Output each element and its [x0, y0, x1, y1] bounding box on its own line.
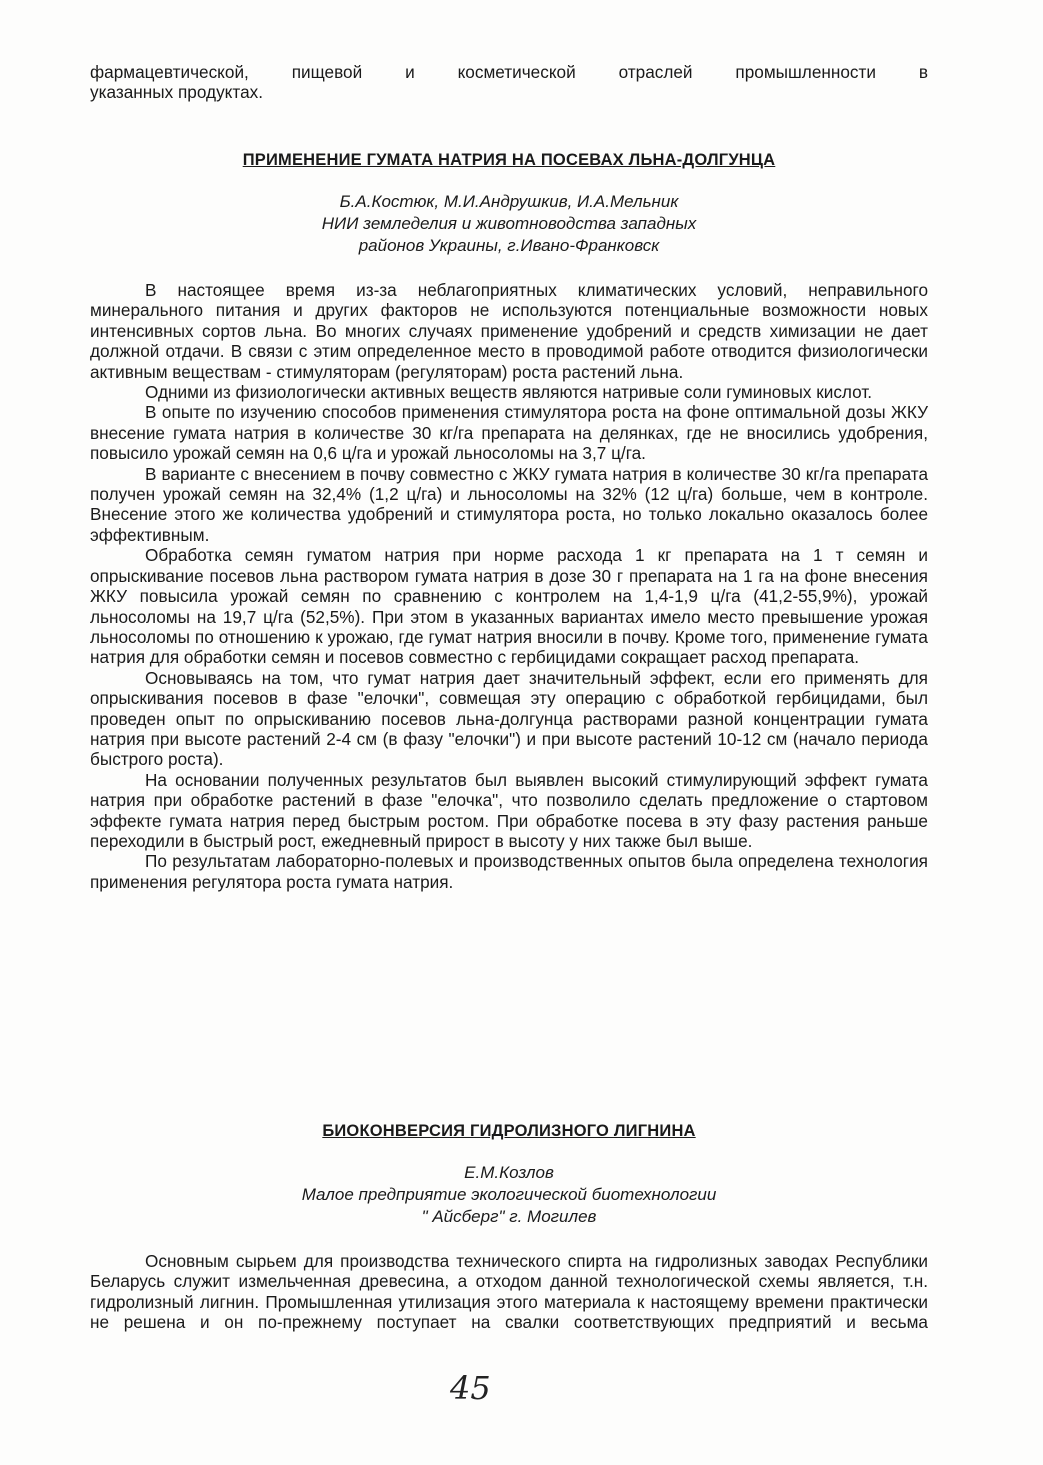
article1-authors: Б.А.Костюк, М.И.Андрушкив, И.А.Мельник — [339, 192, 679, 211]
article1-paragraph-8: По результатам лабораторно-полевых и производственных опытов была определена технология применения регулятора роста гумата натрия. — [90, 851, 928, 892]
article2-body — [90, 1251, 928, 1333]
page-number: 45 — [450, 1369, 491, 1407]
article1-paragraph-7: На основании полученных результатов был выявлен высокий стимулирующий эффект гумата натрия при обработке растений в фазе "елочка", что позволило сделать предложение о стартовом эффекте гумата натрия перед быстрым ростом. При обработке посева в эту фазу растения раньше переходили в быстрый рост, ежедневный прирост в высоту у них также был выше. — [90, 769, 928, 851]
article1-paragraph-3: В опыте по изучению способов применения стимулятора роста на фоне оптимальной дозы ЖКУ внесение гумата натрия в количестве 30 кг/га препарата на делянках, где не вносились удобрения, повысило урожай семян на 0,6 ц/га и урожай льносоломы на 3,7 ц/га. — [90, 402, 928, 464]
article1-title: ПРИМЕНЕНИЕ ГУМАТА НАТРИЯ НА ПОСЕВАХ ЛЬНА-ДОЛГУНЦА — [242, 151, 776, 169]
intro-line-2: указанных продуктах. — [90, 82, 263, 103]
article2-title: БИОКОНВЕРСИЯ ГИДРОЛИЗНОГО ЛИГНИНА — [322, 1122, 696, 1140]
article2-affiliation-line-2: " Айсберг" г. Могилев — [421, 1207, 597, 1226]
article2-authors: Е.М.Козлов — [464, 1163, 554, 1182]
article1-affiliation-line-1: НИИ земледелия и животноводства западных — [321, 214, 697, 233]
article1-paragraph-2: Одними из физиологически активных веществ являются натривые соли гуминовых кислот. — [145, 382, 873, 403]
article2-paragraph-1: Основным сырьем для производства технического спирта на гидролизных заводах Республики Беларусь служит измельченная древесина, а отходом данной технологической схемы является, т.н. гидролизный лигнин. Промышленная утилизация этого материала к настоящему времени практически не решена и он по-прежнему поступает на свалки соответствующих предприятий и весьма — [90, 1251, 928, 1333]
article1-body — [90, 280, 928, 892]
article1-paragraph-5: Обработка семян гуматом натрия при норме расхода 1 кг препарата на 1 т семян и опрыскивание посевов льна раствором гумата натрия в дозе 30 г препарата на 1 га на фоне внесения ЖКУ повысила урожай семян по сравнению с контролем на 1,4-1,9 ц/га (41,2-55,9%), урожай льносоломы на 19,7 ц/га (52,5%). При этом в указанных вариантах имело место превышение урожая льносоломы по отношению к урожаю, где гумат натрия вносили в почву. Кроме того, применение гумата натрия для обработки семян и посевов совместно с гербицидами сокращает расход препарата. — [90, 545, 928, 668]
article1-byline — [90, 191, 928, 257]
article1-paragraph-1: В настоящее время из-за неблагоприятных климатических условий, неправильного минерального питания и других факторов не используются потенциальные возможности новых интенсивных сортов льна. Во многих случаях применение удобрений и средств химизации не дает должной отдачи. В связи с этим определенное место в проводимой работе отводится физиологически активным веществам - стимуляторам (регуляторам) роста растений льна. — [90, 280, 928, 382]
article2-affiliation-line-1: Малое предприятие экологической биотехнологии — [301, 1185, 717, 1204]
article1-paragraph-6: Основываясь на том, что гумат натрия дает значительный эффект, если его применять для опрыскивания посевов в фазе "елочки", совмещая эту операцию с обработкой гербицидами, был проведен опыт по опрыскиванию посевов льна-долгунца растворами разной концентрации гумата натрия при высоте растений 2-4 см (в фазу "елочки") и при высоте растений 10-12 см (начало периода быстрого роста). — [90, 667, 928, 770]
article1-affiliation-line-2: районов Украины, г.Ивано-Франковск — [358, 236, 660, 255]
article1-paragraph-4: В варианте с внесением в почву совместно с ЖКУ гумата натрия в количестве 30 кг/га препарата получен урожай семян на 32,4% (1,2 ц/га) и льносоломы на 32% (12 ц/га) больше, чем в контроле. Внесение этого же количества удобрений и стимулятора роста, но только локально оказалось более эффективным. — [90, 463, 928, 545]
intro-text — [90, 62, 928, 103]
article2-byline — [90, 1162, 928, 1228]
intro-line-1: фармацевтической, пищевой и косметической отраслей промышленности в — [90, 62, 928, 82]
